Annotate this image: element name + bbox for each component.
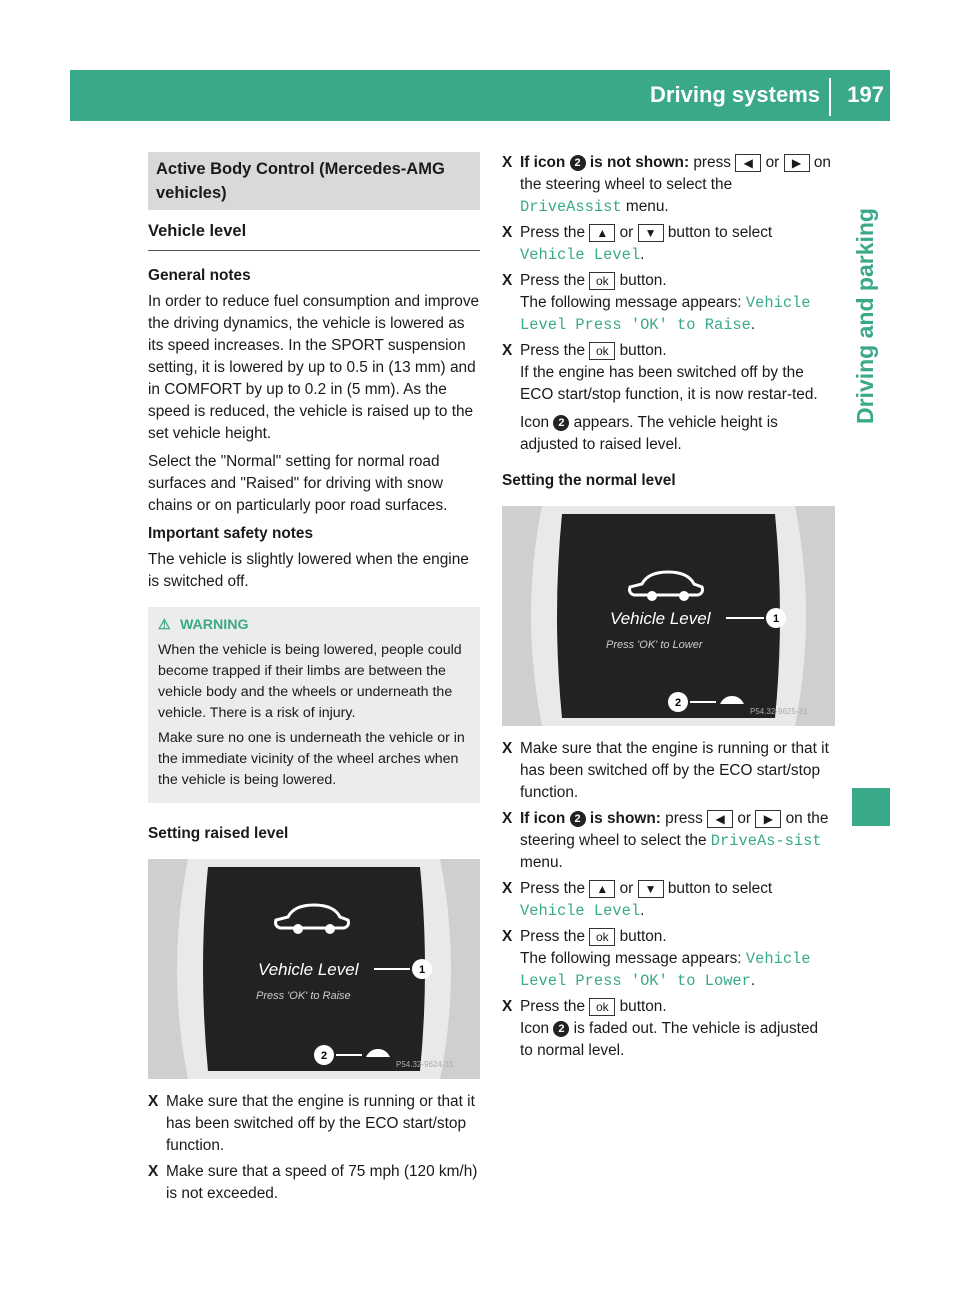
callout-1-raise: 1: [418, 964, 426, 976]
step-n4: X Press the ok button. The following message appears: Vehicle Level Press 'OK' to Lower.: [502, 928, 811, 990]
normal-heading: Setting the normal level: [502, 472, 676, 489]
warning-icon: ⚠: [158, 617, 171, 633]
section-title: Active Body Control (Mercedes-AMG vehicles): [148, 152, 480, 210]
step-n1: X Make sure that the engine is running or that it has been switched off by the ECO start/stop function.: [502, 740, 829, 801]
display-sub-raise: Press 'OK' to Raise: [256, 990, 351, 1002]
safety-heading: Important safety notes: [148, 525, 314, 542]
right-column: [502, 152, 835, 1066]
warning-box: [148, 607, 480, 803]
page-header: [70, 70, 890, 121]
image-code-lower: P54.32-9625-31: [750, 707, 808, 716]
callout-2-lower: 2: [674, 697, 682, 709]
left-arrow-key: ◀: [707, 810, 733, 828]
side-tab-block: [852, 788, 890, 826]
display-label-raise: Vehicle Level: [258, 960, 359, 979]
right-arrow-key: ▶: [755, 810, 781, 828]
display-label-lower: Vehicle Level: [610, 609, 711, 628]
cluster-display-lower: [502, 506, 835, 726]
left-arrow-key: ◀: [735, 154, 761, 172]
image-code-raise: P54.32-9624-31: [396, 1060, 454, 1069]
ok-key: ok: [589, 928, 615, 946]
header-title: Driving systems: [650, 82, 820, 107]
subtitle: Vehicle level: [148, 220, 480, 251]
callout-1-lower: 1: [772, 613, 780, 625]
raised-heading: Setting raised level: [148, 825, 289, 842]
step-r3: X Press the ok button. The following message appears: Vehicle Level Press 'OK' to Raise.: [502, 272, 811, 334]
safety-paragraph: The vehicle is slightly lowered when the engine is switched off.: [148, 551, 469, 590]
page-number: 197: [847, 82, 884, 107]
header-separator: [829, 78, 831, 116]
step-r1: X If icon 2 is not shown: press ◀ or ▶ on the steering wheel to select the DriveAssist menu.: [502, 154, 831, 216]
display-sub-lower: Press 'OK' to Lower: [606, 639, 703, 651]
cluster-display-raise: [148, 859, 480, 1079]
ok-key: ok: [589, 272, 615, 290]
down-arrow-key: ▼: [638, 224, 664, 242]
ok-key: ok: [589, 998, 615, 1016]
general-paragraph-2: Select the "Normal" setting for normal road surfaces and "Raised" for driving with snow chains or on particularly poor road surfaces.: [148, 453, 448, 514]
general-heading: General notes: [148, 267, 251, 284]
up-arrow-key: ▲: [589, 224, 615, 242]
warning-title: ⚠ WARNING: [158, 615, 470, 636]
step-n2: X If icon 2 is shown: press ◀ or ▶ on the steering wheel to select the DriveAs‐sist menu.: [502, 810, 829, 871]
side-tab-label: Driving and parking: [852, 208, 878, 424]
ok-key: ok: [589, 342, 615, 360]
warning-paragraph-2: Make sure no one is underneath the vehicle or in the immediate vicinity of the wheel arches when the vehicle is being lowered.: [158, 730, 465, 788]
step-r4: X Press the ok button. If the engine has been switched off by the ECO start/stop function, it is now restar-ted. Icon 2 appears. The vehicle height is adjusted to raised level.: [502, 342, 818, 453]
callout-2-raise: 2: [320, 1050, 328, 1062]
step-raise-2: X Make sure that a speed of 75 mph (120 km/h) is not exceeded.: [148, 1163, 478, 1202]
display-image-lower: [502, 506, 835, 726]
side-tab: [840, 121, 890, 821]
display-image-raise: [148, 859, 480, 1079]
right-arrow-key: ▶: [784, 154, 810, 172]
step-raise-1: X Make sure that the engine is running or that it has been switched off by the ECO start/stop function.: [148, 1093, 475, 1154]
step-r2: X Press the ▲ or ▼ button to select Vehicle Level.: [502, 224, 773, 264]
warning-paragraph-1: When the vehicle is being lowered, people could become trapped if their limbs are between the vehicle body and the wheels or underneath the vehicle. There is a risk of injury.: [158, 642, 462, 721]
general-paragraph-1: In order to reduce fuel consumption and improve the driving dynamics, the vehicle is lowered as its speed increases. In the SPORT suspension setting, it is lowered by up to 0.5 in (13 mm) and in COMFORT by up to 0.2 in (5 mm). As the speed is reduced, the vehicle is raised up to the set vehicle height.: [148, 293, 480, 442]
step-n5: X Press the ok button. Icon 2 is faded out. The vehicle is adjusted to normal level.: [502, 998, 819, 1059]
callout-2-icon: 2: [570, 155, 586, 171]
left-column: [148, 152, 480, 1209]
down-arrow-key: ▼: [638, 880, 664, 898]
up-arrow-key: ▲: [589, 880, 615, 898]
step-n3: X Press the ▲ or ▼ button to select Vehicle Level.: [502, 880, 773, 920]
